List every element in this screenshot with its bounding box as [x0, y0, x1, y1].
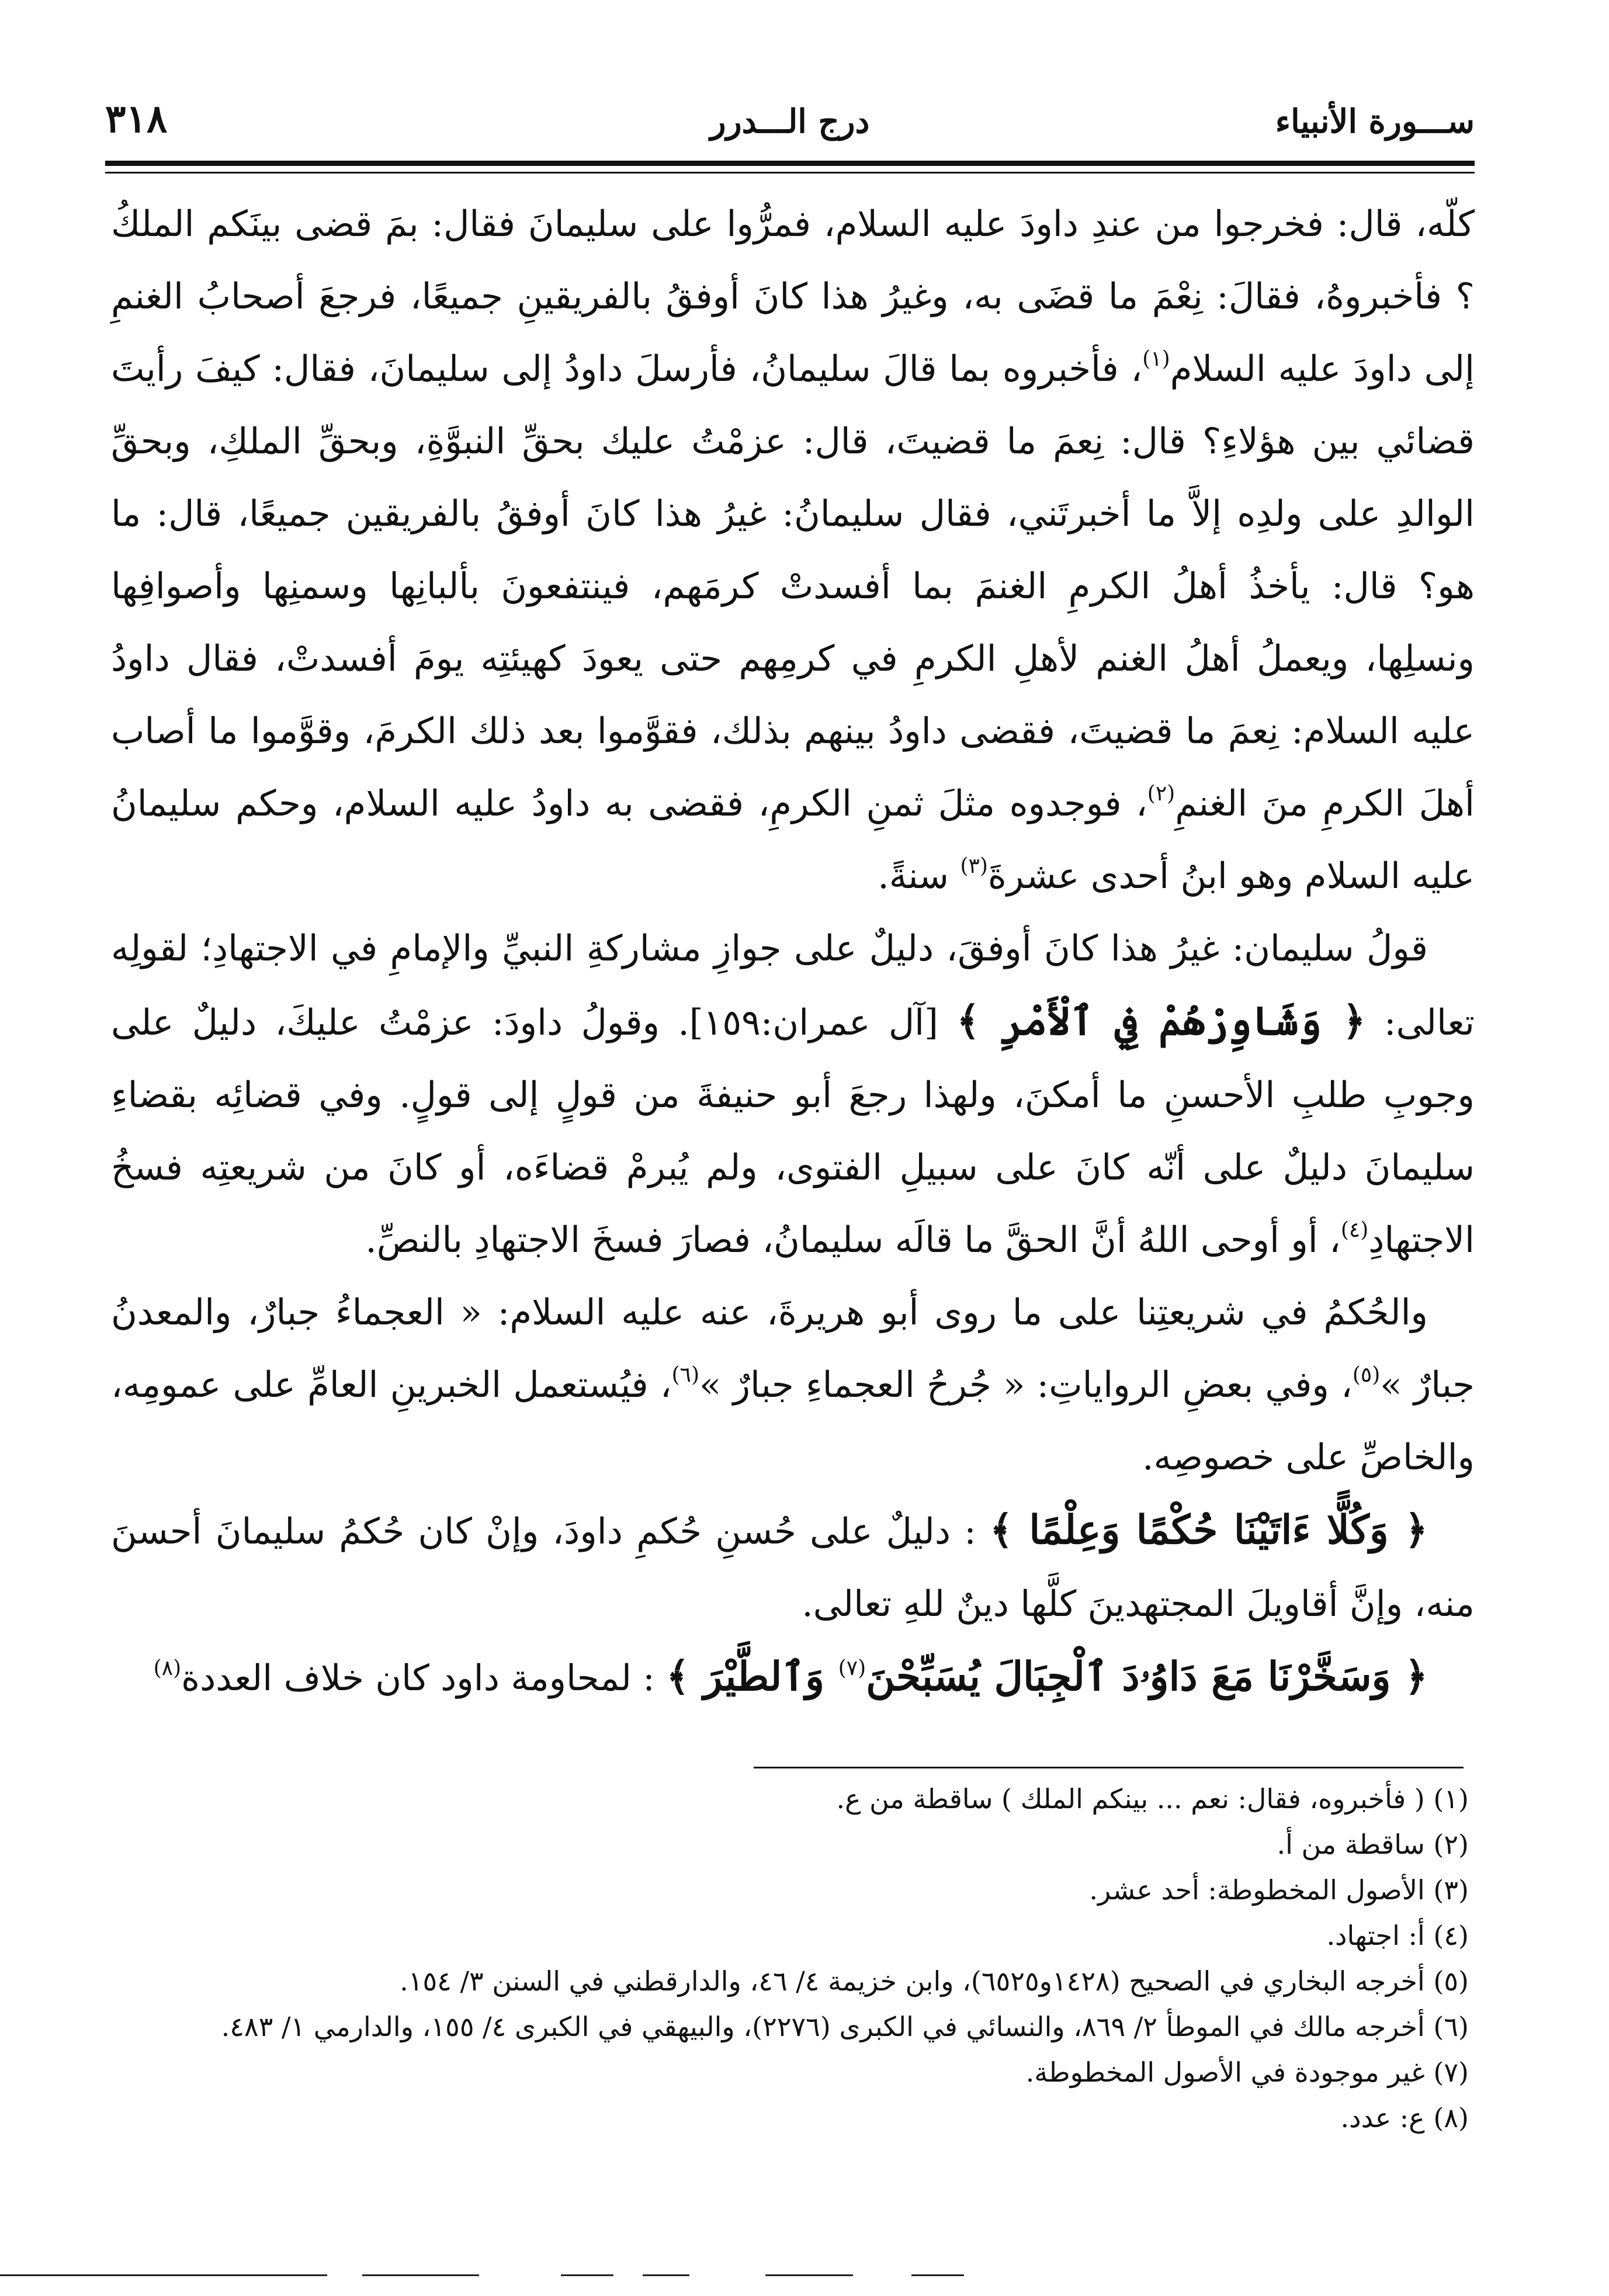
footnote-ref-5: (٥): [1352, 1363, 1381, 1387]
main-text: [111, 188, 1475, 1715]
footnote-ref-4: (٤): [1340, 1218, 1369, 1242]
running-header: [105, 96, 1475, 164]
quran-verse: ﴿ وَشَاوِرْهُمْ فِي ٱلْأَمْرِ ﴾: [956, 998, 1366, 1045]
footnotes-list: [111, 1776, 1469, 2141]
footnote-item: (٤) أ: اجتهاد.: [1326, 1920, 1469, 1951]
paragraph-1: كلّه، قال: فخرجوا من عندِ داودَ عليه السلام، فمرُّوا على سليمانَ فقال: بمَ قضى بينَكم الملكُ ؟ فأخبروهُ، فقالَ: نِعْمَ ما قضَى به، وغيرُ هذا كانَ أوفقُ بالفريقينِ جميعًا، فرجعَ أصحابُ الغنمِ إلى داودَ عليه السلام$^{(١)}$، فأخبروه بما قالَ سليمانُ، فأرسلَ داودُ إلى سليمانَ، فقال: كيفَ رأيتَ قضائي بين هؤلاءِ؟ قال: نِعمَ ما قضيتَ، قال: عزمْتُ عليك بحقِّ النبوَّةِ، وبحقِّ الملكِ، وبحقِّ الوالدِ على ولدِه إلاَّ ما أخبرتَني، فقال سليمانُ: غيرُ هذا كانَ أوفقُ بالفريقين جميعًا، قال: ما هو؟ قال: يأخذُ أهلُ الكرمِ الغنمَ بما أفسدتْ كرمَهم، فينتفعونَ بألبانِها وسمنِها وأصوافِها ونسلِها، ويعملُ أهلُ الغنم لأهلِ الكرمِ في كرمِهم حتى يعودَ كهيئتِه يومَ أفسدتْ، فقال داودُ عليه السلام: نِعمَ ما قضيتَ، فقضى داودُ بينهم بذلك، فقوَّموا بعد ذلك الكرمَ، وقوَّموا ما أصاب أهلَ الكرمِ منَ الغنمِ$^{(٢)}$، فوجدوه مثلَ ثمنِ الكرمِ، فقضى به داودُ عليه السلام، وحكم سليمانُ عليه السلام وهو ابنُ أحدى عشرةَ$^{(٣)}$ سنةً.: [111, 203, 1475, 897]
footnote-ref-6: (٦): [671, 1363, 700, 1387]
footnote-item: (٥) أخرجه البخاري في الصحيح (١٤٢٨و٦٥٢٥)، وابن خزيمة ٤/ ٤٦، والدارقطني في السنن ٣/ ١٥٤.: [400, 1965, 1469, 1997]
footnote-ref-8: (٨): [153, 1656, 182, 1680]
footnote-item: (٦) أخرجه مالك في الموطأ ٢/ ٨٦٩، والنسائي في الكبرى (٢٢٧٦)، والبيهقي في الكبرى ٤/ ١٥٥، والدارمي ١/ ٤٨٣.: [221, 2011, 1469, 2042]
footnote-ref-1: (١): [1142, 347, 1170, 371]
paragraph-3: والحُكمُ في شريعتِنا على ما روى أبو هريرةَ، عنه عليه السلام: « العجماءُ جبارٌ، والمعدنُ جبارٌ »$^{(٥)}$، وفي بعضِ الرواياتِ: « جُرحُ العجماءِ جبارٌ »$^{(٦)}$، فيُستعمل الخبرينِ العامِّ على عمومِه، والخاصِّ على خصوصِه.: [111, 1292, 1475, 1478]
footnote-item: (٣) الأصول المخطوطة: أحد عشر.: [1089, 1874, 1469, 1906]
quran-verse: ﴿ وَكُلًّا ءَاتَيْنَا حُكْمًا وَعِلْمًا ﴾: [990, 1507, 1428, 1553]
footnote-item: (٢) ساقطة من أ.: [1277, 1829, 1469, 1860]
header-rule-thin: [105, 172, 1475, 174]
scan-edge-marks: [0, 2274, 1609, 2277]
paragraph-5: ﴿ وَسَخَّرْنَا مَعَ دَاوُۥدَ ٱلْجِبَالَ يُسَبِّحْنَ$^{(٧)}$ وَٱلطَّيْرَ ﴾ : لمحاومة داود كان خلاف العددة$^{(٨)}$: [153, 1653, 1428, 1700]
surah-title: ســـورة الأنبياء: [1275, 102, 1475, 141]
footnote-item: (١) ( فأخبروه، فقال: نعم ... بينكم الملك ) ساقطة من ع.: [836, 1783, 1469, 1815]
paragraph-4: ﴿ وَكُلًّا ءَاتَيْنَا حُكْمًا وَعِلْمًا ﴾ : دليلٌ على حُسنِ حُكمِ داودَ، وإنْ كان حُكمُ سليمانَ أحسنَ منه، وإنَّ أقاويلَ المجتهدينَ كلَّها دينٌ للهِ تعالى.: [111, 1507, 1475, 1625]
footnote-ref-2: (٢): [1147, 782, 1175, 806]
quran-verse: ﴿ وَسَخَّرْنَا مَعَ دَاوُۥدَ ٱلْجِبَالَ يُسَبِّحْنَ: [866, 1653, 1428, 1700]
footnote-separator: [754, 1767, 1464, 1768]
paragraph-2: قولُ سليمان: غيرُ هذا كانَ أوفقَ، دليلٌ على جوازِ مشاركةِ النبيِّ والإمامِ في الاجتهادِ؛ لقولِه تعالى: ﴿ وَشَاوِرْهُمْ فِي ٱلْأَمْرِ ﴾ [آل عمران:١٥٩]. وقولُ داودَ: عزمْتُ عليكَ، دليلٌ على وجوبِ طلبِ الأحسنِ ما أمكنَ، ولهذا رجعَ أبو حنيفةَ من قولٍ إلى قولٍ. وفي قضائِه بقضاءِ سليمانَ دليلٌ على أنّه كانَ على سبيلِ الفتوى، ولم يُبرمْ قضاءَه، أو كانَ من شريعتِه فسخُ الاجتهادِ$^{(٤)}$، أو أوحى اللهُ أنَّ الحقَّ ما قالَه سليمانُ، فصارَ فسخَ الاجتهادِ بالنصِّ.: [111, 928, 1475, 1261]
footnote-item: (٧) غير موجودة في الأصول المخطوطة.: [1025, 2056, 1469, 2088]
book-title: درج الـــدرر: [710, 102, 870, 141]
footnote-item: (٨) ع: عدد.: [1340, 2102, 1469, 2134]
header-rule-thick: [105, 161, 1475, 166]
footnote-ref-7: (٧): [838, 1656, 866, 1680]
quran-verse-end: وَٱلطَّيْرَ ﴾: [666, 1653, 838, 1700]
footnote-ref-3: (٣): [960, 854, 988, 878]
page-number: ٣١٨: [105, 96, 168, 141]
